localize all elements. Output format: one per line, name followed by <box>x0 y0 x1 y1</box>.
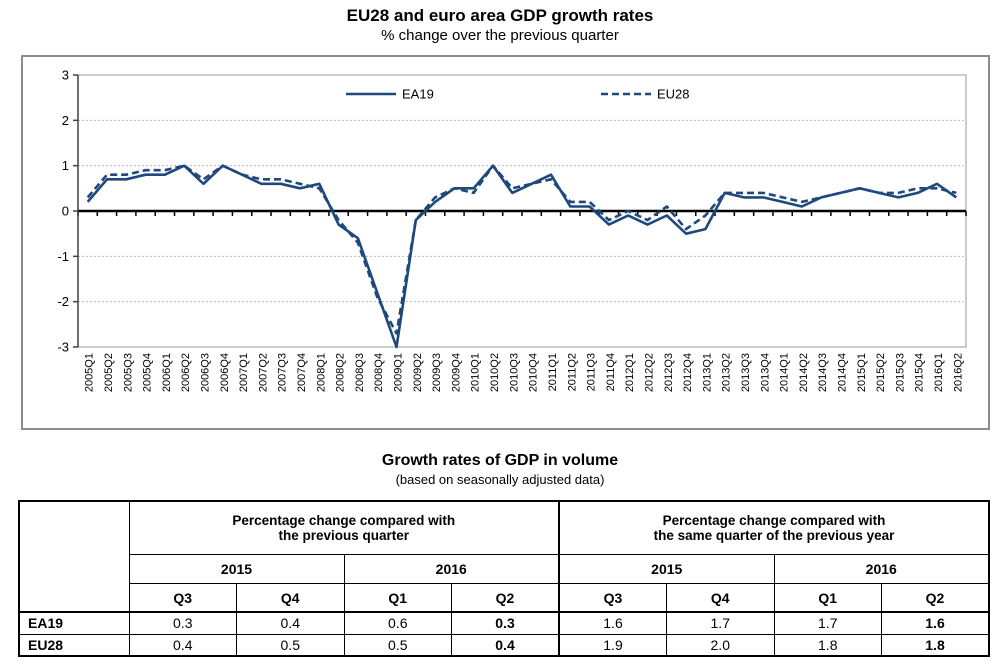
chart-subtitle: % change over the previous quarter <box>381 27 619 44</box>
table-title: Growth rates of GDP in volume <box>381 452 619 469</box>
x-axis-label: 2014Q1 <box>778 353 791 393</box>
table-cell: 1.7 <box>774 612 882 634</box>
table-quarter-header: Q1 <box>344 584 452 613</box>
x-axis-label: 2007Q1 <box>238 353 251 393</box>
x-axis-label: 2010Q1 <box>469 353 482 393</box>
x-axis-label: 2016Q2 <box>952 353 965 393</box>
table-quarter-header: Q1 <box>774 584 882 613</box>
gdp-growth-table <box>18 500 990 657</box>
x-axis-label: 2012Q2 <box>643 353 656 393</box>
table-year-header: 2015 <box>559 555 774 584</box>
table-cell: 0.3 <box>452 612 560 634</box>
x-axis-label: 2012Q4 <box>682 353 695 393</box>
x-axis-label: 2009Q4 <box>450 353 463 393</box>
x-axis-label: 2013Q1 <box>701 353 714 393</box>
table-quarter-header: Q2 <box>452 584 560 613</box>
table-year-header: 2015 <box>129 555 344 584</box>
x-axis-label: 2010Q4 <box>527 353 540 393</box>
x-axis-label: 2013Q4 <box>759 353 772 393</box>
x-axis-label: 2005Q4 <box>141 353 154 393</box>
table-cell: 2.0 <box>667 634 775 656</box>
x-axis-label: 2013Q2 <box>720 353 733 393</box>
table-cell: 0.5 <box>344 634 452 656</box>
chart-header <box>0 5 1000 45</box>
x-axis-label: 2012Q3 <box>662 353 675 393</box>
legend-label-ea19: EA19 <box>402 86 434 102</box>
table-row-ea19 <box>19 612 989 634</box>
x-axis-label: 2011Q2 <box>566 353 579 392</box>
x-axis-label: 2006Q3 <box>199 353 212 393</box>
table-header <box>0 451 1000 488</box>
x-axis-label: 2008Q1 <box>315 353 328 393</box>
chart-canvas <box>23 57 988 428</box>
x-axis-label: 2014Q4 <box>836 353 849 393</box>
chart-title: EU28 and euro area GDP growth rates <box>346 6 654 25</box>
x-axis-label: 2008Q4 <box>373 353 386 393</box>
row-label: EU28 <box>19 634 129 656</box>
x-axis-label: 2005Q2 <box>102 353 115 393</box>
y-axis-label: 3 <box>61 67 69 83</box>
table-subtitle: (based on seasonally adjusted data) <box>395 472 605 487</box>
x-axis-label: 2008Q3 <box>353 353 366 393</box>
table-cell: 1.6 <box>559 612 667 634</box>
x-axis-label: 2013Q3 <box>740 353 752 393</box>
x-axis-label: 2012Q1 <box>624 353 637 393</box>
table-cell: 0.6 <box>344 612 452 634</box>
table-year-header: 2016 <box>774 555 989 584</box>
table-quarter-header: Q4 <box>667 584 775 613</box>
x-axis-label: 2010Q2 <box>489 352 502 393</box>
table-corner-cell <box>19 501 129 612</box>
x-axis-label: 2009Q3 <box>431 353 444 393</box>
x-axis-label: 2010Q3 <box>508 353 521 393</box>
table-cell: 0.4 <box>237 612 345 634</box>
x-axis-label: 2016Q1 <box>933 353 946 393</box>
x-axis-label: 2011Q1 <box>546 353 559 392</box>
x-axis-label: 2015Q1 <box>855 353 868 393</box>
table-cell: 0.4 <box>129 634 237 656</box>
table-quarter-header: Q3 <box>129 584 237 613</box>
x-axis-label: 2011Q3 <box>585 353 598 392</box>
y-axis-label: -2 <box>57 294 69 310</box>
table-quarter-header: Q2 <box>882 584 990 613</box>
x-axis-label: 2014Q2 <box>797 353 810 393</box>
x-axis-label: 2006Q2 <box>180 353 193 393</box>
table-cell: 0.4 <box>452 634 560 656</box>
x-axis-label: 2007Q2 <box>257 353 270 393</box>
x-axis-label: 2014Q3 <box>817 353 830 393</box>
table-group-header: Percentage change compared with the previous quarter <box>129 501 559 555</box>
x-axis-label: 2007Q3 <box>276 353 289 393</box>
eu28-line <box>88 166 957 334</box>
x-axis-label: 2005Q3 <box>122 353 135 393</box>
y-axis-label: 2 <box>61 112 69 128</box>
table-cell: 1.8 <box>774 634 882 656</box>
table-year-header: 2016 <box>344 555 559 584</box>
y-axis-label: -1 <box>57 248 69 264</box>
x-axis-label: 2006Q4 <box>218 353 231 393</box>
table-quarter-header: Q4 <box>237 584 345 613</box>
row-label: EA19 <box>19 612 129 634</box>
x-axis-label: 2009Q2 <box>411 353 424 393</box>
table-cell: 1.7 <box>667 612 775 634</box>
table-cell: 0.3 <box>129 612 237 634</box>
x-axis-label: 2008Q2 <box>334 353 347 393</box>
y-axis-label: 0 <box>61 203 69 219</box>
x-axis-label: 2015Q4 <box>913 353 926 393</box>
x-axis-label: 2015Q2 <box>875 353 888 393</box>
table-cell: 1.6 <box>882 612 990 634</box>
x-axis-label: 2007Q4 <box>296 353 308 393</box>
legend-label-eu28: EU28 <box>657 86 690 102</box>
x-axis-label: 2005Q1 <box>83 353 96 393</box>
y-axis-label: 1 <box>61 158 69 174</box>
table-group-header: Percentage change compared with the same quarter of the previous year <box>559 501 989 555</box>
table-cell: 0.5 <box>237 634 345 656</box>
table-row-eu28 <box>19 634 989 656</box>
y-axis-label: -3 <box>57 339 69 355</box>
x-axis-label: 2015Q3 <box>894 353 907 393</box>
table-cell: 1.8 <box>882 634 990 656</box>
table-quarter-header: Q3 <box>559 584 667 613</box>
table-cell: 1.9 <box>559 634 667 656</box>
gdp-growth-line-chart <box>21 55 990 430</box>
x-axis-label: 2011Q4 <box>604 353 617 392</box>
x-axis-label: 2009Q1 <box>392 353 405 393</box>
x-axis-label: 2006Q1 <box>160 353 173 393</box>
